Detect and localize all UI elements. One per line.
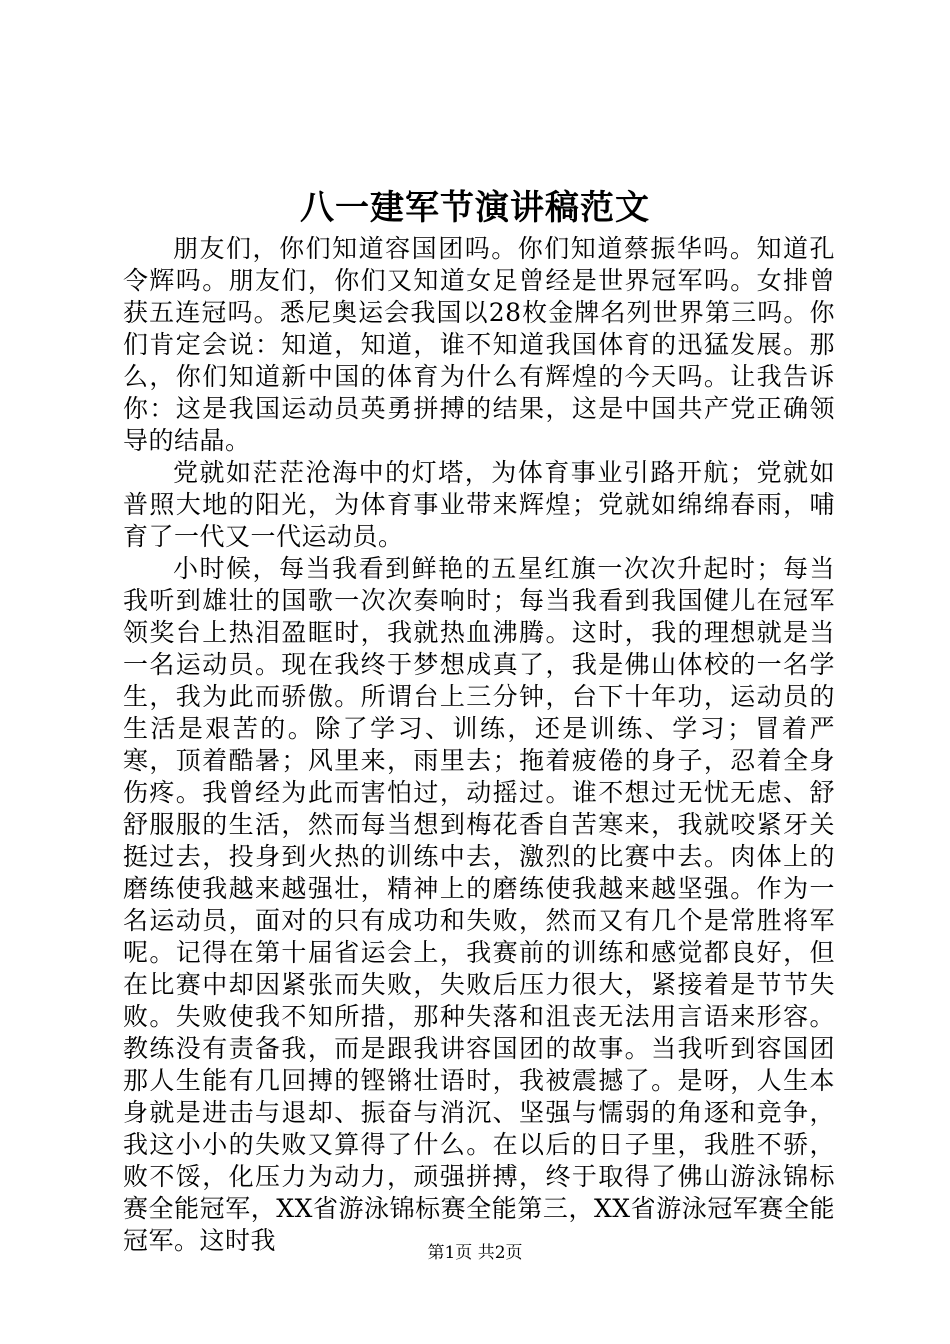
paragraph-1: 朋友们，你们知道容国团吗。你们知道蔡振华吗。知道孔令辉吗。朋友们，你们又知道女足曾经是世界冠军吗。女排曾获五连冠吗。悉尼奥运会我国以28枚金牌名列世界第三吗。你们肯定会说：知道，知道，谁不知道我国体育的迅猛发展。那么，你们知道新中国的体育为什么有辉煌的今天吗。让我告诉你：这是我国运动员英勇拼搏的结果，这是中国共产党正确领导的结晶。 xyxy=(123,234,835,455)
page-title: 八一建军节演讲稿范文 xyxy=(300,188,650,228)
paragraph-2: 党就如茫茫沧海中的灯塔，为体育事业引路开航；党就如普照大地的阳光，为体育事业带来辉煌；党就如绵绵春雨，哺育了一代又一代运动员。 xyxy=(123,458,835,551)
document-body xyxy=(123,233,835,1257)
paragraph-3: 小时候，每当我看到鲜艳的五星红旗一次次升起时；每当我听到雄壮的国歌一次次奏响时；每当我看到我国健儿在冠军领奖台上热泪盈眶时，我就热血沸腾。这时，我的理想就是当一名运动员。现在我终于梦想成真了，我是佛山体校的一名学生，我为此而骄傲。所谓台上三分钟，台下十年功，运动员的生活是艰苦的。除了学习、训练，还是训练、学习；冒着严寒，顶着酷暑；风里来，雨里去；拖着疲倦的身子，忍着全身伤疼。我曾经为此而害怕过，动摇过。谁不想过无忧无虑、舒舒服服的生活，然而每当想到梅花香自苦寒来，我就咬紧牙关挺过去，投身到火热的训练中去，激烈的比赛中去。肉体上的磨练使我越来越强壮，精神上的磨练使我越来越坚强。作为一名运动员，面对的只有成功和失败，然而又有几个是常胜将军呢。记得在第十届省运会上，我赛前的训练和感觉都良好，但在比赛中却因紧张而失败，失败后压力很大，紧接着是节节失败。失败使我不知所措，那种失落和沮丧无法用言语来形容。教练没有责备我，而是跟我讲容国团的故事。当我听到容国团那人生能有几回搏的铿锵壮语时，我被震撼了。是呀，人生本身就是进击与退却、振奋与消沉、坚强与懦弱的角逐和竞争，我这小小的失败又算得了什么。在以后的日子里，我胜不骄，败不馁，化压力为动力，顽强拼搏，终于取得了佛山游泳锦标赛全能冠军，XX省游泳锦标赛全能第三，XX省游泳冠军赛全能冠军。这时我 xyxy=(123,554,835,1255)
page-number-footer: 第1页 共2页 xyxy=(427,1243,523,1263)
